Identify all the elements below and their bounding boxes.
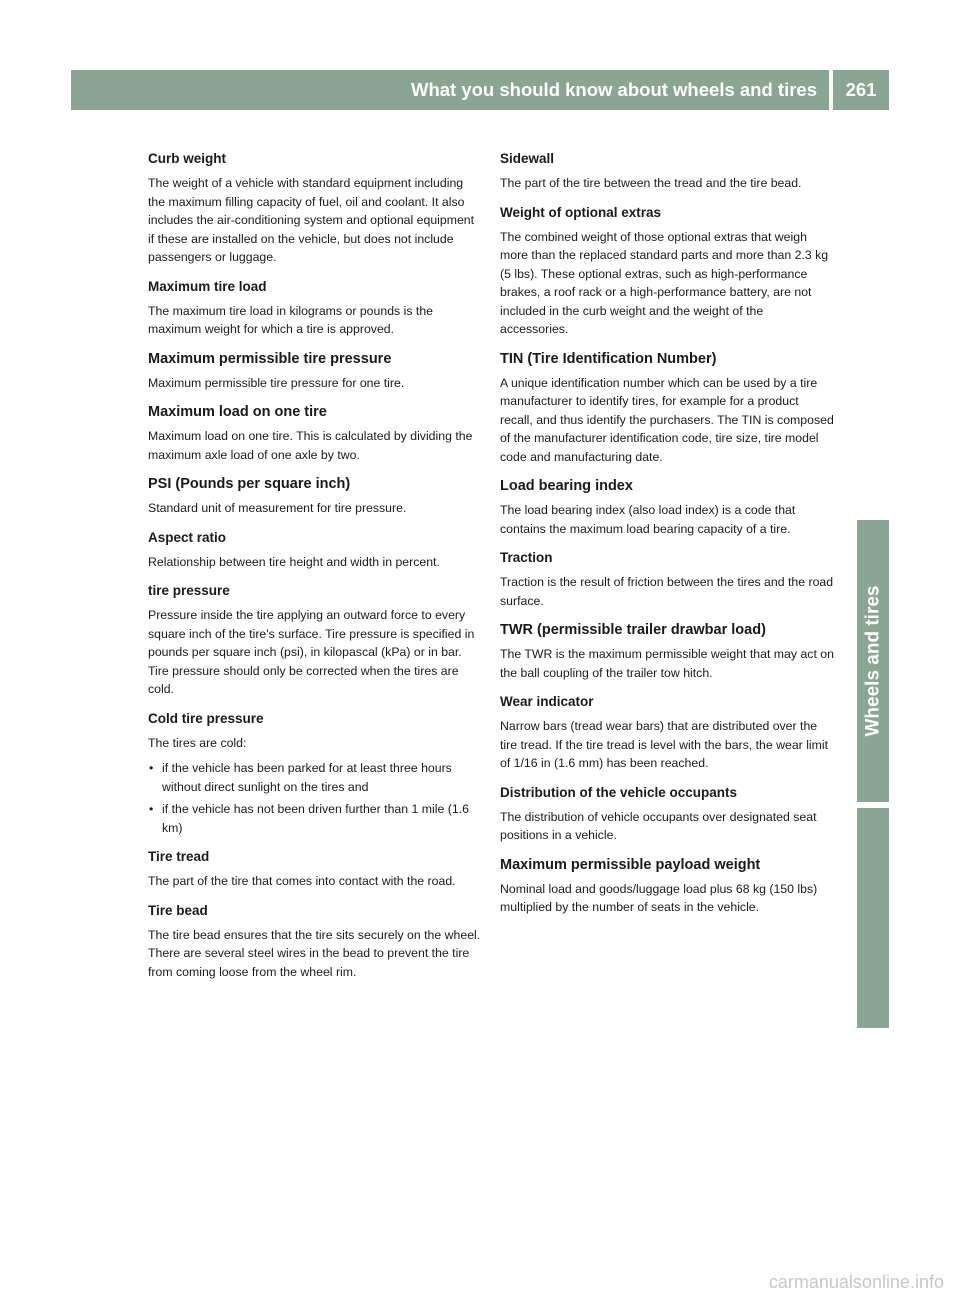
section-heading-traction: Traction xyxy=(500,550,553,565)
section-text-max-payload: Nominal load and goods/luggage load plus 68 kg (150 lbs) multiplied by the number of seats in the vehicle. xyxy=(500,881,818,914)
section-heading-max-tire-load: Maximum tire load xyxy=(148,278,267,294)
section-text-cold-tire-pressure: The tires are cold: xyxy=(148,735,247,750)
section-heading-max-payload: Maximum permissible payload weight xyxy=(500,856,761,873)
section-heading-max-permissible-pressure: Maximum permissible tire pressure xyxy=(148,350,392,367)
section-text-max-permissible-pressure: Maximum permissible tire pressure for one tire. xyxy=(148,375,405,390)
section-text-psi: Standard unit of measurement for tire pressure. xyxy=(148,501,407,515)
watermark-text: carmanualsonline.info xyxy=(768,1272,944,1292)
side-section-tab xyxy=(857,520,889,802)
section-heading-tin: TIN (Tire Identification Number) xyxy=(500,350,717,367)
left-column xyxy=(148,150,482,992)
right-column xyxy=(500,150,834,928)
page-number-box xyxy=(833,70,889,110)
section-text-twr: The TWR is the maximum permissible weight that may act on the ball coupling of the trailer tow hitch. xyxy=(500,647,834,680)
section-heading-max-load-one-tire: Maximum load on one tire xyxy=(148,404,327,420)
section-heading-load-bearing-index: Load bearing index xyxy=(500,478,633,494)
section-text-max-load-one-tire: Maximum load on one tire. This is calculated by dividing the maximum axle load of one axle by two. xyxy=(148,429,473,462)
section-text-optional-extras: The combined weight of those optional extras that weigh more than the replaced standard parts and more than 2.3 kg (5 lbs). These optional extras, such as high-performance brakes, a roof rack or a high-performance battery, are not included in the curb weight and the weight of the accessories. xyxy=(500,229,829,336)
section-text-traction: Traction is the result of friction between the tires and the road surface. xyxy=(500,575,834,608)
section-heading-tire-bead: Tire bead xyxy=(148,902,208,918)
section-heading-aspect-ratio: Aspect ratio xyxy=(148,529,227,545)
section-text-wear-indicator: Narrow bars (tread wear bars) that are distributed over the tire tread. If the tire tread is level with the bars, the wear limit of 1/16 in (1.6 mm) has been reached. xyxy=(500,719,829,770)
section-text-tire-pressure: Pressure inside the tire applying an outward force to every square inch of the tire's surface. Tire pressure is specified in pounds per square inch (psi), in kilopascal (kPa) or in bar. Tire pressure should only be corrected when the tires are cold. xyxy=(148,608,475,696)
section-heading-psi: PSI (Pounds per square inch) xyxy=(148,476,351,492)
section-heading-curb-weight: Curb weight xyxy=(148,151,226,166)
cold-tire-pressure-list xyxy=(148,759,482,837)
section-text-sidewall: The part of the tire between the tread and the tire bead. xyxy=(500,176,802,190)
list-item: • if the vehicle has been parked for at least three hours without direct sunlight on the tires and xyxy=(148,759,482,796)
chapter-title: What you should know about wheels and tires xyxy=(410,79,817,100)
list-item: • if the vehicle has not been driven further than 1 mile (1.6 km) xyxy=(148,800,482,837)
section-heading-wear-indicator: Wear indicator xyxy=(500,694,594,709)
side-color-block xyxy=(857,808,889,1028)
section-text-tin: A unique identification number which can be used by a tire manufacturer to identify tires, for example for a product recall, and thus identify the purchasers. The TIN is composed of the manufacturer identification code, tire size, tire model code and manufacturing date. xyxy=(500,375,834,464)
page-number: 261 xyxy=(845,79,877,100)
section-heading-sidewall: Sidewall xyxy=(500,151,555,166)
side-tab-label: Wheels and tires xyxy=(862,585,883,737)
chapter-header xyxy=(71,70,829,110)
section-heading-optional-extras: Weight of optional extras xyxy=(500,204,662,220)
section-text-tire-tread: The part of the tire that comes into contact with the road. xyxy=(148,874,456,888)
section-heading-twr: TWR (permissible trailer drawbar load) xyxy=(500,622,766,638)
section-heading-occupant-distribution: Distribution of the vehicle occupants xyxy=(500,784,738,800)
section-heading-tire-tread: Tire tread xyxy=(148,849,210,864)
section-text-curb-weight: The weight of a vehicle with standard equipment including the maximum filling capacity of fuel, oil and coolant. It also includes the air-conditioning system and optional equipment if these are installed on the vehicle, but does not include passengers or luggage. xyxy=(148,176,475,264)
section-text-occupant-distribution: The distribution of vehicle occupants over designated seat positions in a vehicle. xyxy=(500,809,817,842)
section-text-aspect-ratio: Relationship between tire height and width in percent. xyxy=(148,554,440,569)
section-heading-tire-pressure: tire pressure xyxy=(148,583,230,598)
section-text-load-bearing-index: The load bearing index (also load index) is a code that contains the maximum load bearing capacity of a tire. xyxy=(500,503,796,536)
section-text-tire-bead: The tire bead ensures that the tire sits securely on the wheel. There are several steel wires in the bead to prevent the tire from coming loose from the wheel rim. xyxy=(148,927,481,979)
section-heading-cold-tire-pressure: Cold tire pressure xyxy=(148,710,264,726)
section-text-max-tire-load: The maximum tire load in kilograms or pounds is the maximum weight for which a tire is approved. xyxy=(148,303,433,336)
